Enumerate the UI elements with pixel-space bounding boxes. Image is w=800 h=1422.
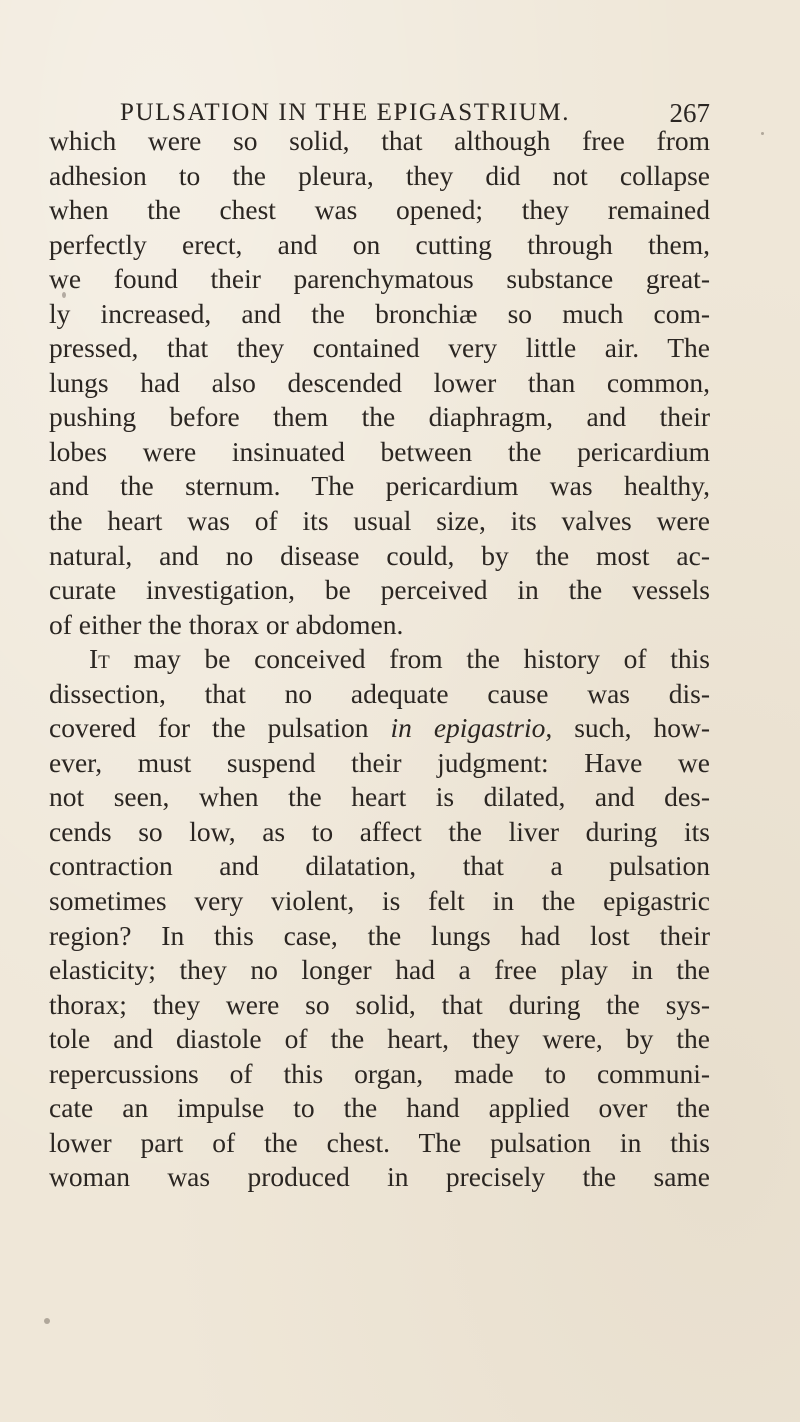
text-line: repercussions of this organ, made to communi-	[49, 1057, 710, 1089]
paragraph-end-line: of either the thorax or abdomen.	[49, 608, 404, 640]
page-number: 267	[669, 98, 710, 128]
text-line: not seen, when the heart is dilated, and des-	[49, 781, 710, 813]
paragraph-start-rest: may be conceived from the history of this	[109, 643, 710, 675]
text-line: elasticity; they no longer had a free play in the	[49, 954, 710, 986]
text-line: lower part of the chest. The pulsation in this	[49, 1126, 710, 1158]
text-line: sometimes very violent, is felt in the epigastric	[49, 885, 710, 917]
text-line: contraction and dilatation, that a pulsation	[49, 850, 710, 882]
line-segment: covered for the pulsation	[49, 712, 391, 744]
text-line: which were so solid, that although free from	[49, 125, 710, 156]
text-line: ever, must suspend their judgment: Have we	[49, 746, 710, 778]
text-line: pushing before them the diaphragm, and their	[49, 401, 710, 433]
text-line: woman was produced in precisely the same	[49, 1161, 710, 1193]
text-line: ly increased, and the bronchiæ so much com-	[49, 297, 710, 329]
paragraph-initial-word: It	[89, 643, 110, 675]
text-line: cate an impulse to the hand applied over the	[49, 1092, 710, 1124]
text-line: natural, and no disease could, by the most ac-	[49, 539, 710, 571]
text-line: tole and diastole of the heart, they were, by the	[49, 1023, 710, 1055]
text-line: we found their parenchymatous substance great-	[49, 263, 710, 295]
text-line: perfectly erect, and on cutting through them,	[49, 228, 710, 260]
text-line: thorax; they were so solid, that during the sys-	[49, 988, 710, 1020]
text-line: and the sternum. The pericardium was healthy,	[49, 470, 710, 502]
paper-speck	[44, 1318, 50, 1324]
text-line-with-italic	[49, 711, 710, 746]
text-line: cends so low, as to affect the liver during its	[49, 815, 710, 847]
italic-latin-phrase: in epigastrio,	[390, 712, 553, 744]
text-line: pressed, that they contained very little air. The	[49, 332, 710, 364]
line-segment: such, how-	[552, 712, 710, 744]
text-line: when the chest was opened; they remained	[49, 194, 710, 226]
text-line: the heart was of its usual size, its valves were	[49, 505, 710, 537]
text-line: region? In this case, the lungs had lost their	[49, 919, 710, 951]
text-line: adhesion to the pleura, they did not collapse	[49, 159, 710, 191]
body-text	[49, 124, 710, 1195]
text-line: lobes were insinuated between the pericardium	[49, 435, 710, 467]
text-line: dissection, that no adequate cause was dis-	[49, 677, 710, 709]
paper-speck	[761, 132, 764, 135]
text-line: curate investigation, be perceived in the vessels	[49, 574, 710, 606]
running-head: PULSATION IN THE EPIGASTRIUM.	[120, 99, 571, 126]
text-line: lungs had also descended lower than common,	[49, 366, 710, 398]
paper-speck	[62, 292, 66, 298]
paragraph-start-line	[49, 642, 710, 677]
